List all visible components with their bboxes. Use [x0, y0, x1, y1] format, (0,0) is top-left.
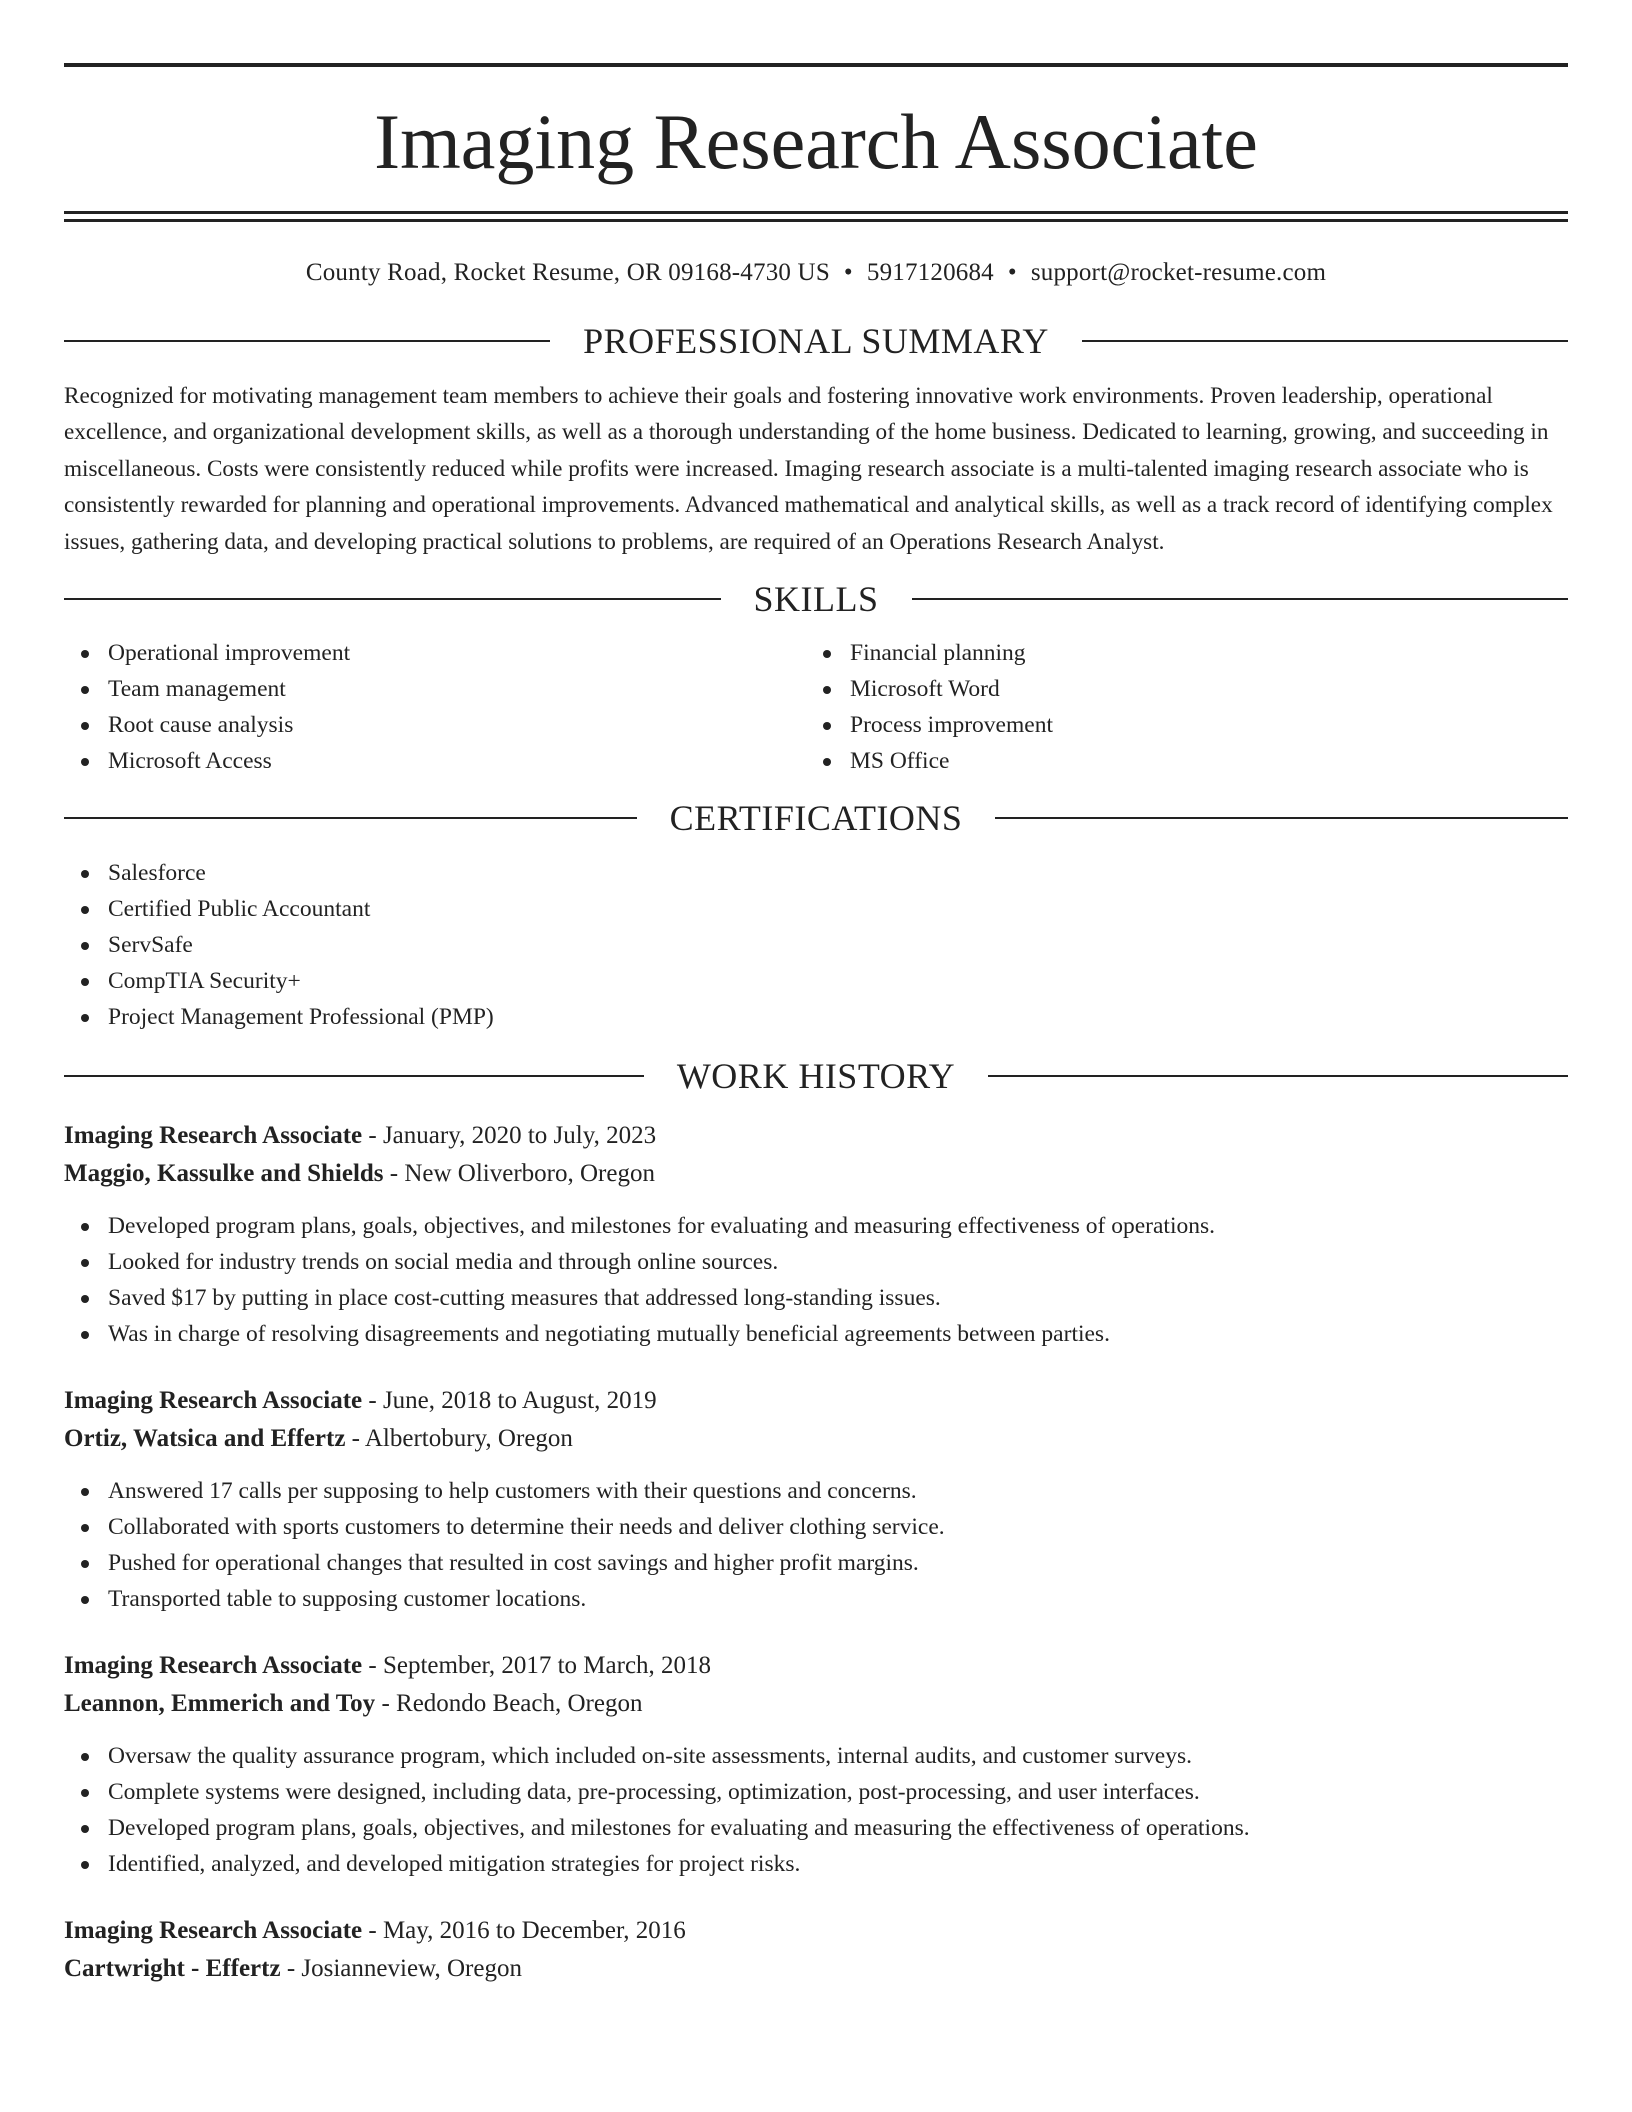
skill-item: Operational improvement [64, 635, 806, 671]
heading-rule [64, 1075, 644, 1077]
job-duty-item: Developed program plans, goals, objectives, and milestones for evaluating and measuring effectiveness of operations. [64, 1208, 1568, 1244]
job-duty-item: Collaborated with sports customers to determine their needs and deliver clothing service. [64, 1509, 1568, 1545]
contact-address: County Road, Rocket Resume, OR 09168-4730 US [305, 259, 830, 286]
job-company: Leannon, Emmerich and Toy [64, 1690, 376, 1718]
resume-title: Imaging Research Associate [374, 98, 1258, 185]
heading-rule [988, 1075, 1568, 1077]
job-role-line [64, 1117, 1568, 1155]
heading-rule [912, 598, 1569, 600]
job-entry [64, 1912, 1568, 1988]
job-dates: - May, 2016 to December, 2016 [362, 1917, 686, 1945]
job-dates: - September, 2017 to March, 2018 [362, 1652, 712, 1680]
skill-item: Microsoft Access [64, 743, 806, 779]
job-location: - Albertobury, Oregon [345, 1425, 573, 1453]
heading-rule [64, 817, 637, 819]
job-entry [64, 1117, 1568, 1352]
job-title: Imaging Research Associate [64, 1652, 363, 1680]
job-company-line [64, 1950, 1568, 1988]
certification-item: Project Management Professional (PMP) [64, 999, 1568, 1035]
job-role-line [64, 1912, 1568, 1950]
certifications-list [64, 855, 1568, 1035]
contact-email[interactable]: support@rocket-resume.com [1030, 259, 1327, 286]
job-duty-item: Saved $17 by putting in place cost-cutting measures that addressed long-standing issues. [64, 1280, 1568, 1316]
job-duty-item: Identified, analyzed, and developed mitigation strategies for project risks. [64, 1846, 1568, 1882]
job-duty-item: Developed program plans, goals, objectives, and milestones for evaluating and measuring the effectiveness of operations. [64, 1810, 1568, 1846]
job-company-line [64, 1155, 1568, 1193]
certification-item: CompTIA Security+ [64, 963, 1568, 999]
section-title-skills: SKILLS [753, 579, 879, 620]
job-company: Maggio, Kassulke and Shields [64, 1160, 384, 1188]
job-company-line [64, 1685, 1568, 1723]
summary-paragraph: Recognized for motivating management team members to achieve their goals and fostering innovative work environments. Proven leadership, operational excellence, and organizational development skills, as well as a thorough understanding of the home business. Dedicated to learning, growing, and succeeding in miscellaneous. Costs were consistently reduced while profits were increased. Imaging research associate is a multi-talented imaging research associate who is consistently rewarded for planning and operational improvements. Advanced mathematical and analytical skills, as well as a track record of identifying complex issues, gathering data, and developing practical solutions to problems, are required of an Operations Research Analyst. [64, 383, 1553, 555]
section-heading-summary [64, 318, 1568, 364]
skill-item: Root cause analysis [64, 707, 806, 743]
heading-rule [64, 598, 721, 600]
contact-phone[interactable]: 5917120684 [866, 259, 994, 286]
job-title: Imaging Research Associate [64, 1122, 363, 1150]
heading-rule [995, 817, 1568, 819]
certification-item: Salesforce [64, 855, 1568, 891]
job-duty-item: Oversaw the quality assurance program, which included on-site assessments, internal audits, and customer surveys. [64, 1738, 1568, 1774]
section-heading-work [64, 1053, 1568, 1099]
job-dates: - June, 2018 to August, 2019 [362, 1387, 657, 1415]
section-heading-certifications [64, 795, 1568, 841]
header-double-rule [64, 211, 1568, 222]
section-title-certifications: CERTIFICATIONS [669, 798, 963, 839]
skill-item: Process improvement [806, 707, 1548, 743]
certification-item: Certified Public Accountant [64, 891, 1568, 927]
job-role-line [64, 1647, 1568, 1685]
skill-item: Team management [64, 671, 806, 707]
job-duties [64, 1738, 1568, 1882]
job-duty-item: Transported table to supposing customer locations. [64, 1581, 1568, 1617]
skills-list-left [64, 635, 806, 779]
skill-item: Financial planning [806, 635, 1548, 671]
section-heading-skills [64, 576, 1568, 622]
job-title: Imaging Research Associate [64, 1917, 363, 1945]
section-title-work: WORK HISTORY [676, 1056, 956, 1097]
skill-item: MS Office [806, 743, 1548, 779]
job-duty-item: Pushed for operational changes that resulted in cost savings and higher profit margins. [64, 1545, 1568, 1581]
skill-item: Microsoft Word [806, 671, 1548, 707]
contact-separator: • [843, 259, 853, 286]
job-duties [64, 1208, 1568, 1352]
skills-grid [64, 635, 1568, 779]
contact-line [64, 258, 1568, 288]
heading-rule [64, 340, 550, 342]
job-location: - Redondo Beach, Oregon [375, 1690, 643, 1718]
job-entry [64, 1382, 1568, 1617]
job-company: Ortiz, Watsica and Effertz [64, 1425, 346, 1453]
job-duty-item: Complete systems were designed, including data, pre-processing, optimization, post-processing, and user interfaces. [64, 1774, 1568, 1810]
certification-item: ServSafe [64, 927, 1568, 963]
job-company-line [64, 1420, 1568, 1458]
job-location: - New Oliverboro, Oregon [383, 1160, 655, 1188]
heading-rule [1082, 340, 1568, 342]
job-duty-item: Was in charge of resolving disagreements and negotiating mutually beneficial agreements between parties. [64, 1316, 1568, 1352]
job-duties [64, 1473, 1568, 1617]
skills-list-right [806, 635, 1548, 779]
job-entry [64, 1647, 1568, 1882]
job-company: Cartwright - Effertz [64, 1955, 281, 1983]
header-top-rule [64, 63, 1568, 67]
job-title: Imaging Research Associate [64, 1387, 363, 1415]
job-duty-item: Answered 17 calls per supposing to help customers with their questions and concerns. [64, 1473, 1568, 1509]
job-location: - Josianneview, Oregon [280, 1955, 522, 1983]
section-title-summary: PROFESSIONAL SUMMARY [583, 321, 1049, 361]
job-dates: - January, 2020 to July, 2023 [362, 1122, 657, 1150]
job-role-line [64, 1382, 1568, 1420]
contact-separator: • [1007, 259, 1017, 286]
job-duty-item: Looked for industry trends on social media and through online sources. [64, 1244, 1568, 1280]
